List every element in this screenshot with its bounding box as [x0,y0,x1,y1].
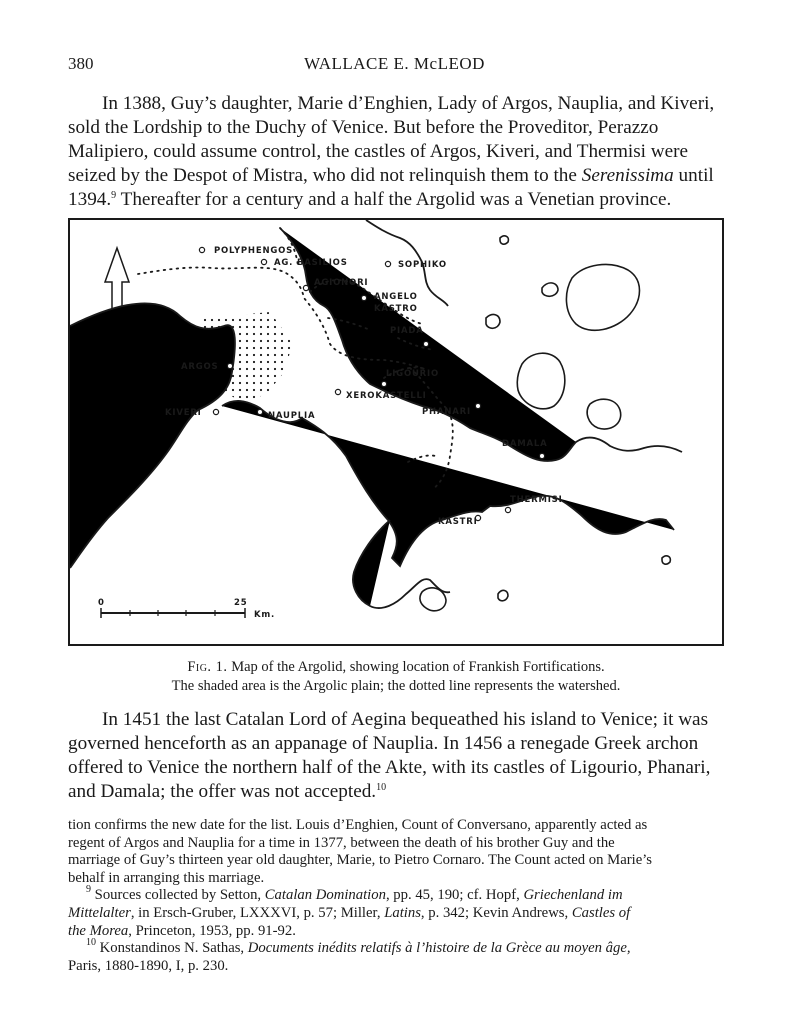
map-label: PIADA [390,326,424,336]
text-segment: , pp. 45, 190; cf. Hopf, [385,887,524,904]
site-sophiko [385,260,446,270]
text-line [68,780,724,804]
footnote-ref-9: 9 [111,190,117,201]
caption-line: The shaded area is the Argolic plain; the dotted line represents the watershed. [171,678,621,694]
scale-unit: Km. [254,610,276,620]
text-segment: Konstandinos N. Sathas, [96,940,248,957]
italic-title: the Morea [68,922,129,939]
text-segment: , in Ersch-Gruber, LXXXVI, p. 57; Miller, [130,904,385,921]
map-label: SOPHIKO [398,260,447,270]
text-line [68,164,724,188]
text-segment: , p. 342; Kevin Andrews, [420,904,572,921]
footnote-9 [68,884,724,905]
site-thermisi [505,495,562,513]
map-label: ANGELO [374,292,418,302]
footnote-10 [68,937,724,958]
footnote-line: tion confirms the new date for the list. Louis d’Enghien, Count of Conversano, apparently acted as [68,817,648,833]
map-label: ARGOS [181,362,219,372]
text-segment: Thereafter for a century and a half the Argolid was a Venetian province. [116,189,672,210]
footnote-line [68,905,724,923]
map-drawing [70,220,722,644]
map-label: PHANARI [422,407,471,417]
footnote-mark: 10 [86,937,96,949]
text-line: offered to Venice the northern half of the Akte, with its castles of Ligourio, Phanari, [68,757,711,778]
map-label: KASTRI [438,517,478,527]
map-label: LIGOURIO [386,369,440,379]
caption-line [68,658,724,677]
map-label: DAMALA [502,439,548,449]
site-damala [502,439,547,459]
text-line: In 1388, Guy’s daughter, Marie d’Enghien, Lady of Argos, Nauplia, and Kiveri, [102,93,715,114]
figure-label: Fig. 1. [187,659,228,675]
footnote-line: behalf in arranging this marriage. [68,869,265,886]
text-segment: until [673,165,714,186]
text-line [68,188,724,212]
map-label: AGIONORI [314,278,369,288]
argolid-map [68,218,724,646]
map-label: POLYPHENGOS [214,246,294,256]
map-label: NAUPLIA [268,411,316,421]
scale-label-max: 25 [234,598,248,608]
text-line: sold the Lordship to the Duchy of Venice. But before the Proveditor, Perazzo [68,117,659,138]
site-kiveri [165,408,219,418]
italic-title: Castles of [571,904,631,921]
footnote-ref-10: 10 [376,782,387,793]
footnote-line [68,923,724,941]
italic-title: Documents inédits relatifs à l’histoire de la Grèce au moyen âge, [247,940,631,957]
italic-title: Latins [384,904,421,921]
figure-caption [68,658,724,696]
text-line: Malipiero, could assume control, the castles of Argos, Kiveri, and Thermisi were [68,141,689,162]
text-line: In 1451 the last Catalan Lord of Aegina bequeathed his island to Venice; it was [102,709,709,730]
intro-paragraph [68,92,724,212]
running-header-author: WALLACE E. McLEOD [304,54,485,73]
footnote-line: marriage of Guy’s thirteen year old daughter, Marie, to Pietro Cornaro. The Count acted on Marie’s [68,852,653,869]
map-label: THERMISI [510,495,563,505]
site-kastri [438,515,481,527]
map-label: KASTRO [374,304,418,314]
site-polyphengos [199,246,293,256]
site-ag-basilios [261,258,347,268]
map-label: XEROKASTELLI [346,391,427,401]
italic-title: Catalan Domination [264,887,386,904]
footnote-line: regent of Argos and Nauplia for a time in 1377, between the death of his brother Guy and the [68,834,615,851]
italic-title: Mittelalter [68,904,131,921]
text-segment: , Princeton, 1953, pp. 91-92. [128,922,296,939]
scale-label-zero: 0 [98,598,105,608]
site-xerokastelli [335,389,426,401]
map-label: AG. BASILIOS [274,258,348,268]
footnote-mark: 9 [86,884,91,896]
text-line: governed henceforth as an appanage of Nauplia. In 1456 a renegade Greek archon [68,733,699,754]
footnotes [68,817,724,975]
text-segment: seized by the Despot of Mistra, who did not relinquish them to the [68,165,582,186]
scale-bar [98,598,275,620]
italic-term: Serenissima [581,165,674,186]
text-segment: Sources collected by Setton, [91,887,265,904]
page-number: 380 [68,54,94,73]
map-label: KIVERI [165,408,202,418]
italic-title: Griechenland im [523,887,623,904]
caption-text: Map of the Argolid, showing location of Frankish Fortifications. [227,659,605,675]
text-segment: 1394. [68,189,112,210]
text-segment: and Damala; the offer was not accepted. [68,781,377,802]
coastline [70,228,674,606]
footnote-line: Paris, 1880-1890, I, p. 230. [68,957,229,974]
second-paragraph [68,708,724,804]
